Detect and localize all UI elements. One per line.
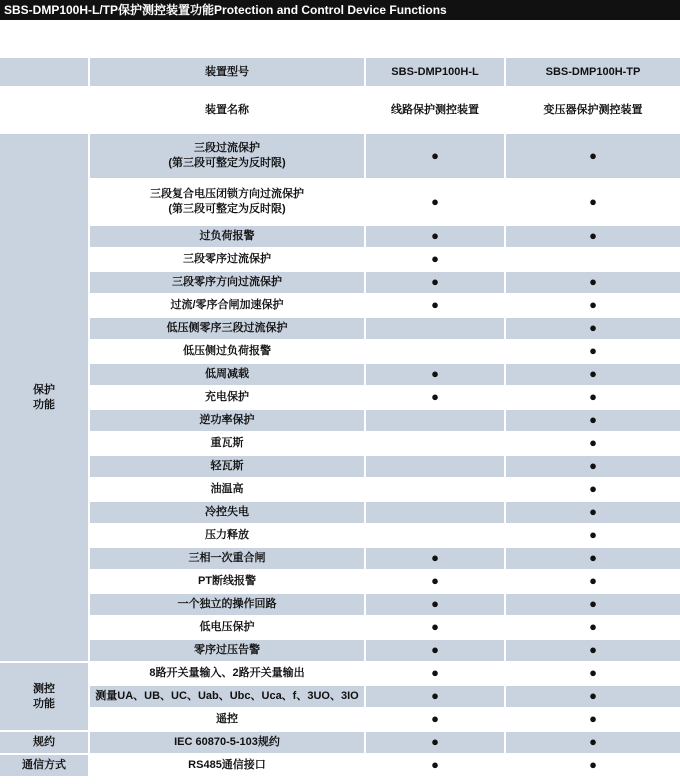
device-name-tp: 变压器保护测控装置: [506, 88, 680, 134]
support-cell-l: [366, 295, 506, 318]
table-row: [0, 525, 680, 548]
function-name: RS485通信接口: [90, 755, 366, 778]
support-cell-tp: [506, 295, 680, 318]
table-row: [0, 617, 680, 640]
function-name: 低压侧过负荷报警: [90, 341, 366, 364]
column-header-tp: SBS-DMP100H-TP: [506, 58, 680, 88]
bullet-dot-icon: ●: [431, 389, 439, 404]
support-cell-l: [366, 387, 506, 410]
bullet-dot-icon: ●: [431, 734, 439, 749]
support-cell-l: [366, 249, 506, 272]
table-row: [0, 732, 680, 755]
bullet-dot-icon: ●: [589, 619, 597, 634]
bullet-dot-icon: ●: [431, 573, 439, 588]
support-cell-l: [366, 709, 506, 732]
function-name: 重瓦斯: [90, 433, 366, 456]
table-row: [0, 226, 680, 249]
support-cell-l: [366, 341, 506, 364]
support-cell-l: [366, 502, 506, 525]
support-cell-l: [366, 272, 506, 295]
bullet-dot-icon: ●: [589, 504, 597, 519]
support-cell-tp: [506, 502, 680, 525]
support-cell-l: [366, 663, 506, 686]
bullet-dot-icon: ●: [431, 297, 439, 312]
page-title: SBS-DMP100H-L/TP保护测控装置功能Protection and Control Device Functions: [0, 0, 680, 20]
table-row: [0, 134, 680, 180]
bullet-dot-icon: ●: [589, 596, 597, 611]
support-cell-l: [366, 456, 506, 479]
function-name: 8路开关量输入、2路开关量输出: [90, 663, 366, 686]
support-cell-l: [366, 410, 506, 433]
function-name: PT断线报警: [90, 571, 366, 594]
function-name: 零序过压告警: [90, 640, 366, 663]
bullet-dot-icon: ●: [589, 193, 597, 209]
support-cell-l: [366, 640, 506, 663]
support-cell-tp: [506, 686, 680, 709]
device-name-l: 线路保护测控装置: [366, 88, 506, 134]
support-cell-tp: [506, 663, 680, 686]
function-name: 轻瓦斯: [90, 456, 366, 479]
support-cell-l: [366, 364, 506, 387]
support-cell-tp: [506, 226, 680, 249]
support-cell-tp: [506, 341, 680, 364]
support-cell-l: [366, 180, 506, 226]
function-name: 充电保护: [90, 387, 366, 410]
names-blank-cell: [0, 88, 90, 134]
category-protection: 保护 功能: [0, 134, 90, 663]
functions-table: [0, 58, 680, 778]
table-row: [0, 594, 680, 617]
header-blank-cell: [0, 58, 90, 88]
function-name: 过负荷报警: [90, 226, 366, 249]
table-row: [0, 387, 680, 410]
support-cell-tp: [506, 479, 680, 502]
support-cell-tp: [506, 617, 680, 640]
support-cell-tp: [506, 272, 680, 295]
bullet-dot-icon: ●: [431, 642, 439, 657]
bullet-dot-icon: ●: [431, 366, 439, 381]
bullet-dot-icon: ●: [589, 642, 597, 657]
table-row: [0, 640, 680, 663]
support-cell-tp: [506, 433, 680, 456]
support-cell-l: [366, 548, 506, 571]
bullet-dot-icon: ●: [431, 688, 439, 703]
function-name: 三段过流保护 (第三段可整定为反时限): [90, 134, 366, 180]
bullet-dot-icon: ●: [589, 228, 597, 243]
table-row: [0, 249, 680, 272]
function-name: 逆功率保护: [90, 410, 366, 433]
bullet-dot-icon: ●: [589, 665, 597, 680]
bullet-dot-icon: ●: [431, 251, 439, 266]
bullet-dot-icon: ●: [431, 147, 439, 163]
bullet-dot-icon: ●: [589, 688, 597, 703]
function-name: 油温高: [90, 479, 366, 502]
function-name: 低压侧零序三段过流保护: [90, 318, 366, 341]
bullet-dot-icon: ●: [589, 527, 597, 542]
support-cell-l: [366, 571, 506, 594]
bullet-dot-icon: ●: [589, 458, 597, 473]
support-cell-tp: [506, 548, 680, 571]
support-cell-tp: [506, 640, 680, 663]
bullet-dot-icon: ●: [589, 573, 597, 588]
support-cell-tp: [506, 364, 680, 387]
bullet-dot-icon: ●: [431, 596, 439, 611]
support-cell-l: [366, 134, 506, 180]
category-measure: 测控 功能: [0, 663, 90, 732]
support-cell-l: [366, 755, 506, 778]
function-name: 过流/零序合闸加速保护: [90, 295, 366, 318]
bullet-dot-icon: ●: [589, 734, 597, 749]
support-cell-tp: [506, 249, 680, 272]
support-cell-tp: [506, 387, 680, 410]
function-name: 冷控失电: [90, 502, 366, 525]
bullet-dot-icon: ●: [589, 412, 597, 427]
bullet-dot-icon: ●: [431, 757, 439, 772]
name-label: 装置名称: [90, 88, 366, 134]
bullet-dot-icon: ●: [589, 550, 597, 565]
names-row: [0, 88, 680, 134]
function-name: 遥控: [90, 709, 366, 732]
bullet-dot-icon: ●: [431, 274, 439, 289]
function-name: 三段零序过流保护: [90, 249, 366, 272]
table-row: [0, 433, 680, 456]
support-cell-tp: [506, 732, 680, 755]
support-cell-l: [366, 686, 506, 709]
table-row: [0, 502, 680, 525]
bullet-dot-icon: ●: [589, 389, 597, 404]
bullet-dot-icon: ●: [431, 665, 439, 680]
table-row: [0, 272, 680, 295]
support-cell-tp: [506, 318, 680, 341]
table-row: [0, 456, 680, 479]
support-cell-l: [366, 433, 506, 456]
table-row: [0, 663, 680, 686]
bullet-dot-icon: ●: [589, 274, 597, 289]
bullet-dot-icon: ●: [431, 550, 439, 565]
function-name: IEC 60870-5-103规约: [90, 732, 366, 755]
header-row: [0, 58, 680, 88]
support-cell-l: [366, 226, 506, 249]
support-cell-tp: [506, 134, 680, 180]
column-header-l: SBS-DMP100H-L: [366, 58, 506, 88]
support-cell-tp: [506, 410, 680, 433]
table-row: [0, 571, 680, 594]
bullet-dot-icon: ●: [431, 193, 439, 209]
bullet-dot-icon: ●: [431, 711, 439, 726]
bullet-dot-icon: ●: [431, 228, 439, 243]
support-cell-tp: [506, 709, 680, 732]
function-name: 压力释放: [90, 525, 366, 548]
support-cell-tp: [506, 180, 680, 226]
table-row: [0, 686, 680, 709]
support-cell-tp: [506, 571, 680, 594]
table-row: [0, 709, 680, 732]
support-cell-l: [366, 479, 506, 502]
function-name: 三相一次重合闸: [90, 548, 366, 571]
table-row: [0, 341, 680, 364]
function-name: 低电压保护: [90, 617, 366, 640]
bullet-dot-icon: ●: [589, 147, 597, 163]
support-cell-tp: [506, 594, 680, 617]
bullet-dot-icon: ●: [589, 711, 597, 726]
table-row: [0, 755, 680, 778]
support-cell-tp: [506, 456, 680, 479]
category-comm: 通信方式: [0, 755, 90, 778]
bullet-dot-icon: ●: [589, 343, 597, 358]
table-row: [0, 318, 680, 341]
function-name: 测量UA、UB、UC、Uab、Ubc、Uca、f、3UO、3IO: [90, 686, 366, 709]
support-cell-l: [366, 617, 506, 640]
function-name: 一个独立的操作回路: [90, 594, 366, 617]
function-name: 三段零序方向过流保护: [90, 272, 366, 295]
category-protocol: 规约: [0, 732, 90, 755]
support-cell-l: [366, 732, 506, 755]
table-row: [0, 548, 680, 571]
support-cell-tp: [506, 755, 680, 778]
bullet-dot-icon: ●: [589, 297, 597, 312]
table-row: [0, 410, 680, 433]
bullet-dot-icon: ●: [589, 320, 597, 335]
bullet-dot-icon: ●: [589, 366, 597, 381]
support-cell-tp: [506, 525, 680, 548]
table-row: [0, 180, 680, 226]
table-row: [0, 479, 680, 502]
function-name: 三段复合电压闭锁方向过流保护 (第三段可整定为反时限): [90, 180, 366, 226]
function-name: 低周减载: [90, 364, 366, 387]
table-row: [0, 364, 680, 387]
support-cell-l: [366, 525, 506, 548]
model-label: 装置型号: [90, 58, 366, 88]
support-cell-l: [366, 318, 506, 341]
bullet-dot-icon: ●: [589, 435, 597, 450]
bullet-dot-icon: ●: [589, 757, 597, 772]
bullet-dot-icon: ●: [589, 481, 597, 496]
support-cell-l: [366, 594, 506, 617]
table-row: [0, 295, 680, 318]
bullet-dot-icon: ●: [431, 619, 439, 634]
